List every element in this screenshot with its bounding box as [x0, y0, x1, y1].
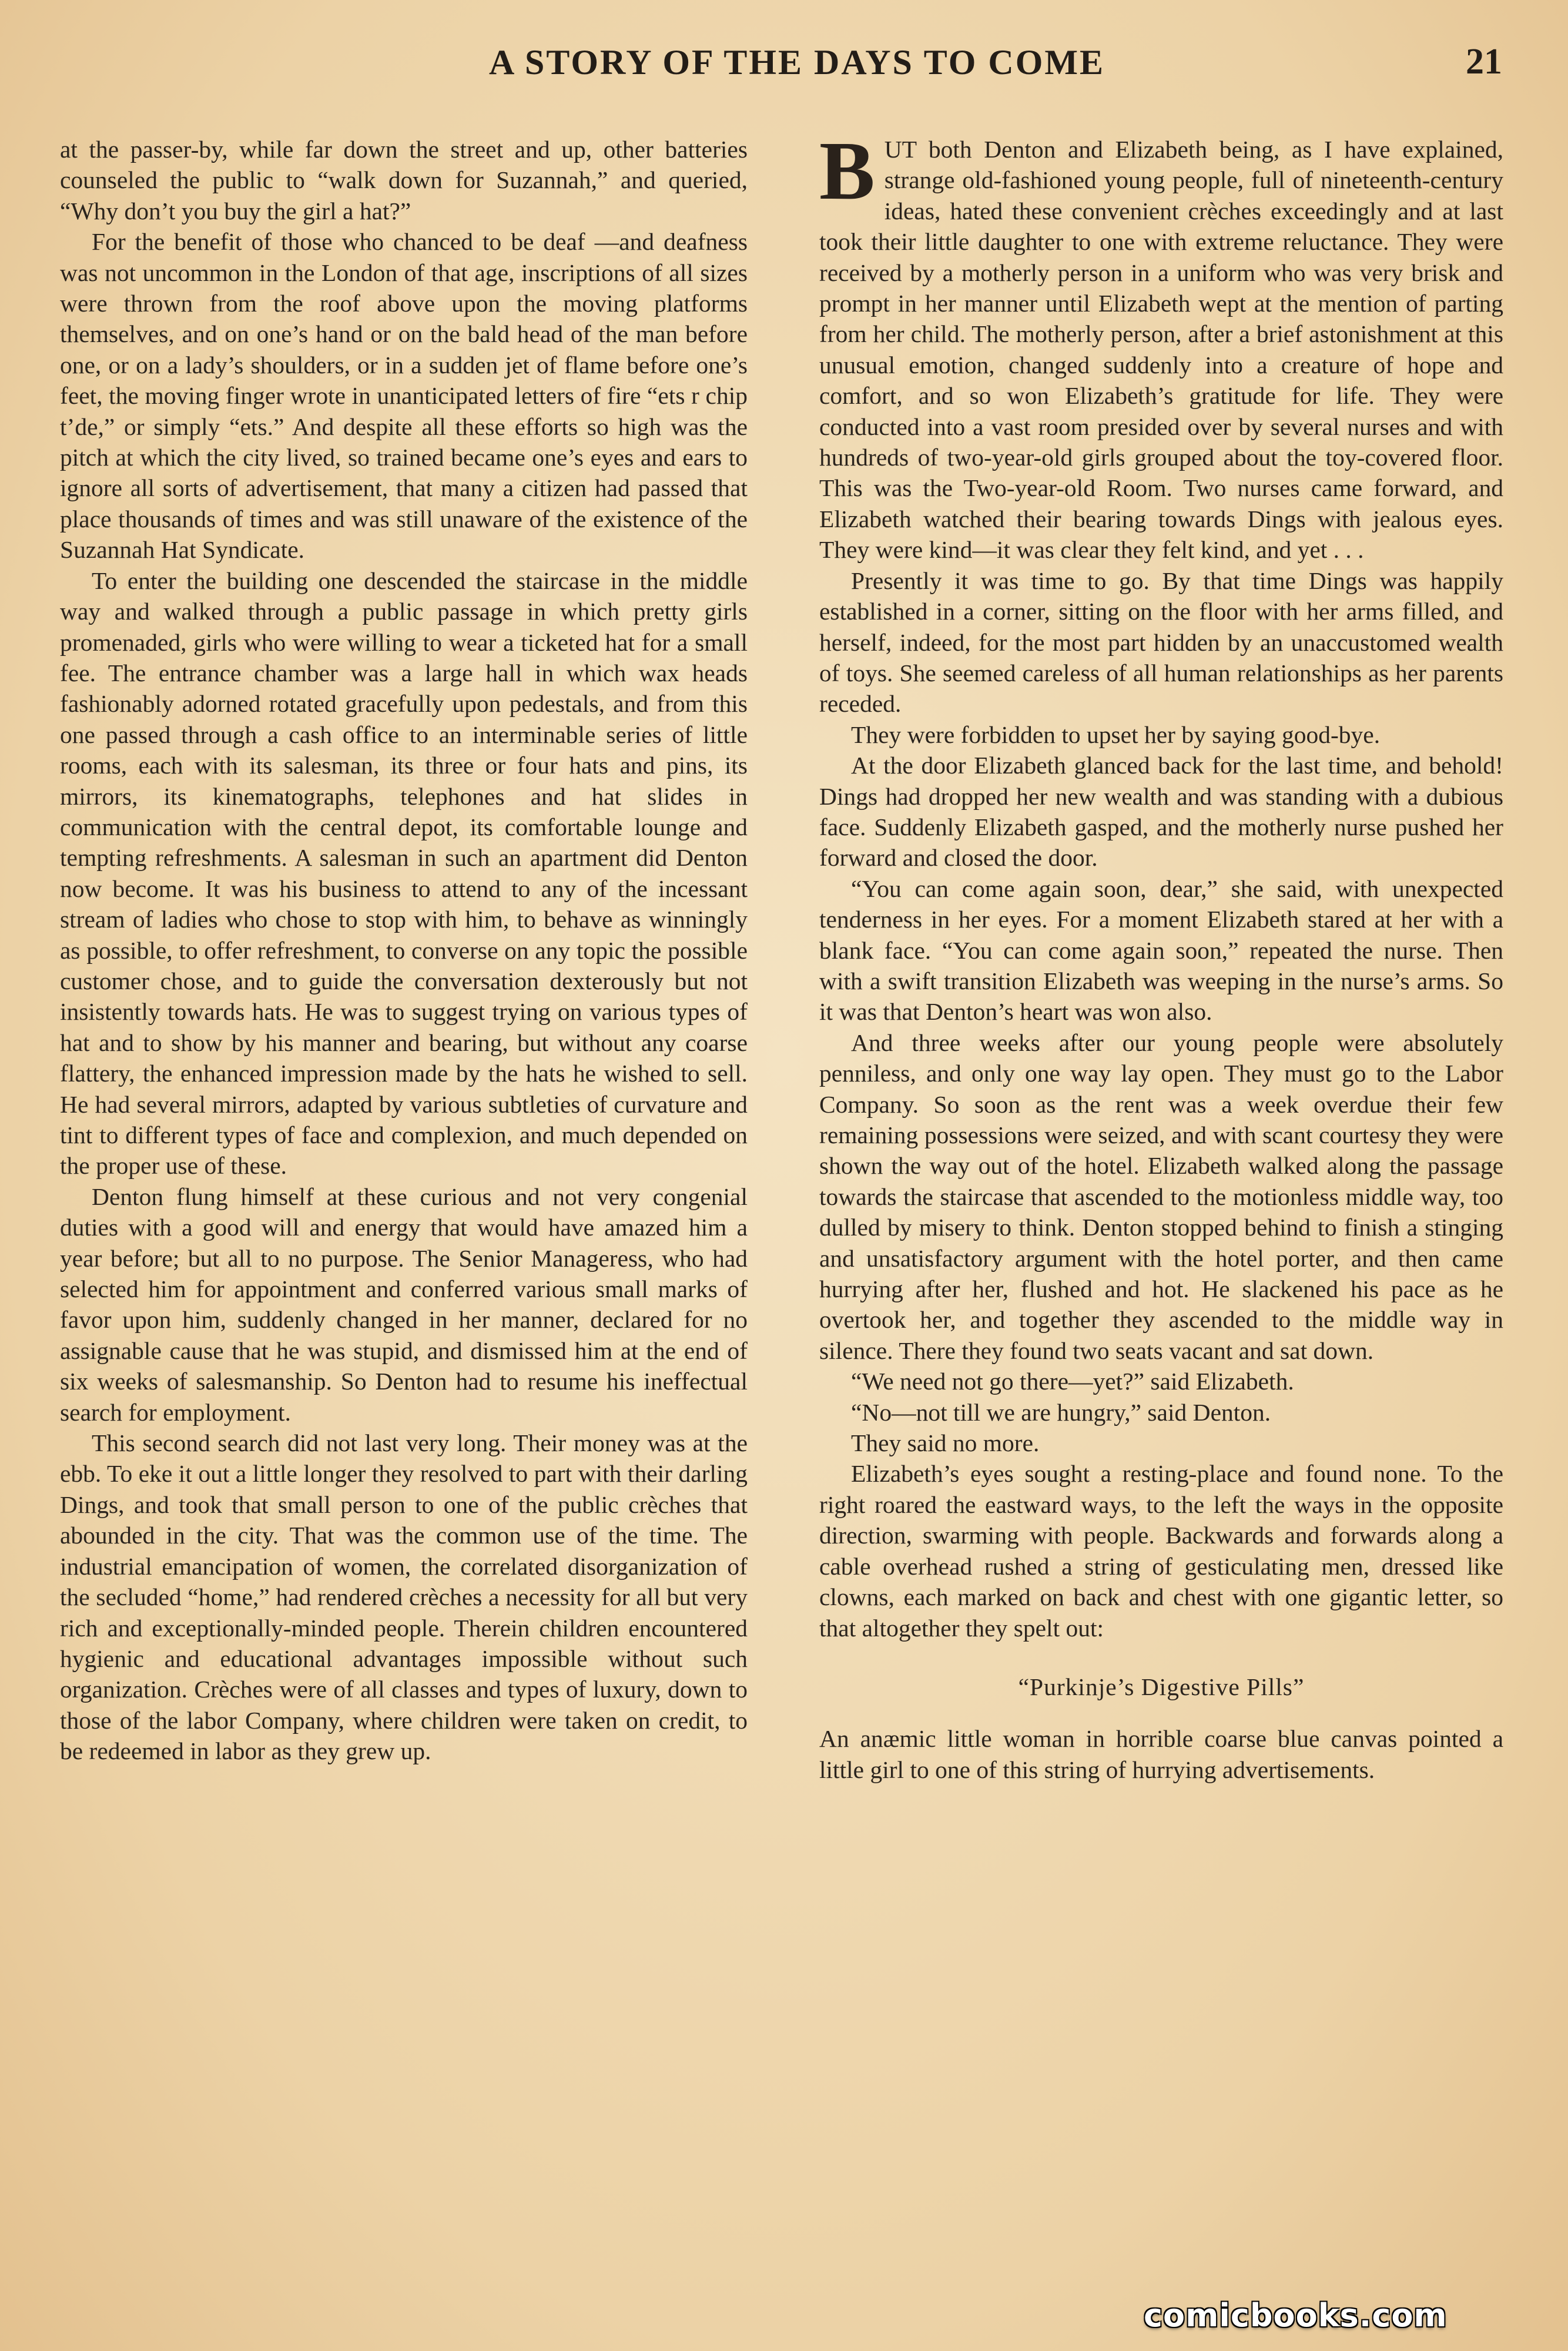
- paragraph: And three weeks after our young people were absolutely penniless, and only one way lay open. They must go to the Labor Company. So soon as the rent was a week overdue their few remaining possessions were seized, and with scant courtesy they were shown the way out of the hotel. Elizabeth walked along the passage towards the staircase that ascended to the motionless middle way, too dulled by misery to think. Denton stopped behind to finish a stinging and unsatisfactory argument with the hotel porter, and then came hurrying after her, flushed and hot. He slackened his pace as he overtook her, and together they ascended to the middle way in silence. There they found two seats vacant and sat down.: [819, 1029, 1503, 1364]
- advertisement-slogan: “Purkinje’s Digestive Pills”: [1018, 1673, 1305, 1700]
- drop-cap: B: [819, 124, 875, 217]
- paragraph: At the door Elizabeth glanced back for the last time, and behold! Dings had dropped her new wealth and was standing with a dubious face. Suddenly Elizabeth gasped, and the motherly nurse pushed her forward and closed the door.: [819, 752, 1503, 872]
- right-text-column: [819, 124, 1503, 1785]
- paragraph: For the benefit of those who chanced to be deaf —and deafness was not uncommon in the London of that age, inscriptions of all sizes were thrown from the roof above upon the moving platforms themselves, and on one’s hand or on the bald head of the man before one, or on a lady’s shoulders, or in a sudden jet of flame before one’s feet, the moving finger wrote in unanticipated letters of fire “ets r chip t’de,” or simply “ets.” And despite all these efforts so high was the pitch at which the city lived, so trained became one’s eyes and ears to ignore all sorts of advertisement, that many a citizen had passed that place thousands of times and was still unaware of the existence of the Suzannah Hat Syndicate.: [60, 228, 748, 564]
- paragraph: at the passer-by, while far down the street and up, other batteries counseled the public to “walk down for Suzannah,” and queried, “Why don’t you buy the girl a hat?”: [60, 136, 748, 225]
- paragraph: “You can come again soon, dear,” she said, with unexpected tenderness in her eyes. For a moment Elizabeth stared at her with a blank face. “You can come again soon,” repeated the nurse. Then with a swift transition Elizabeth was weeping in the nurse’s arms. So it was that Denton’s heart was won also.: [819, 875, 1503, 1026]
- site-watermark: comicbooks.com: [1144, 2297, 1448, 2334]
- paragraph: This second search did not last very long. Their money was at the ebb. To eke it out a little longer they resolved to part with their darling Dings, and took that small person to one of the public crèches that abounded in the city. That was the common use of the time. The industrial emancipation of women, the correlated disorganization of the secluded “home,” had rendered crèches a necessity for all but very rich and exceptionally-minded people. Therein children encountered hygienic and educational advantages impossible without such organization. Crèches were of all classes and types of luxury, down to those of the labor Company, where children were taken on credit, to be redeemed in labor as they grew up.: [60, 1429, 748, 1765]
- paragraph: “No—not till we are hungry,” said Denton.: [851, 1398, 1271, 1426]
- closing-paragraph: An anæmic little woman in horrible coarse blue canvas pointed a little girl to one of this string of hurrying advertisements.: [819, 1725, 1503, 1783]
- paragraph: “We need not go there—yet?” said Elizabeth.: [851, 1368, 1294, 1395]
- paragraph: They said no more.: [851, 1429, 1040, 1457]
- paragraph: Denton flung himself at these curious and not very congenial duties with a good will and energy that would have amazed him a year before; but all to no purpose. The Senior Manageress, who had selected him for appointment and conferred various small marks of favor upon him, suddenly changed in her manner, declared for no assignable cause that he was stupid, and dismissed him at the end of six weeks of salesmanship. So Denton had to resume his ineffectual search for employment.: [60, 1183, 748, 1426]
- paragraph: Elizabeth’s eyes sought a resting-place and found none. To the right roared the eastward ways, to the left the ways in the opposite direction, swarming with people. Backwards and forwards along a cable overhead rushed a string of gesticulating men, dressed like clowns, each marked on back and chest with one gigantic letter, so that altogether they spelt out:: [819, 1460, 1503, 1642]
- page-number: 21: [1466, 42, 1502, 82]
- section-opening-paragraph: [819, 124, 1503, 565]
- paragraph: They were forbidden to upset her by saying good-bye.: [851, 721, 1381, 748]
- left-text-column: [60, 134, 748, 1767]
- running-header-title: A STORY OF THE DAYS TO COME: [489, 43, 1105, 82]
- paragraph: Presently it was time to go. By that time Dings was happily established in a corner, sitting on the floor with her arms filled, and herself, indeed, for the most part hidden by an unaccustomed wealth of toys. She seemed careless of all human relationships as her parents receded.: [819, 567, 1503, 718]
- paragraph: To enter the building one descended the staircase in the middle way and walked through a public passage in which pretty girls promenaded, girls who were willing to wear a ticketed hat for a small fee. The entrance chamber was a large hall in which wax heads fashionably adorned rotated gracefully upon pedestals, and from this one passed through a cash office to an interminable series of little rooms, each with its salesman, its three or four hats and pins, its mirrors, its kinematographs, telephones and hat slides in communication with the central depot, its comfortable lounge and tempting refreshments. A salesman in such an apartment did Denton now become. It was his business to attend to any of the incessant stream of ladies who chose to stop with him, to behave as winningly as possible, to offer refreshment, to converse on any topic the possible customer chose, and to guide the conversation dexterously but not insistently towards hats. He was to suggest trying on various types of hat and to show by his manner and bearing, but without any coarse flattery, the enhanced impression made by the hats he wished to sell. He had several mirrors, adapted by various subtleties of curvature and tint to different types of face and complexion, and much depended on the proper use of these.: [60, 567, 748, 1180]
- opening-paragraph-text: UT both Denton and Elizabeth being, as I have explained, strange old-fashioned young people, full of nineteenth-century ideas, hated these convenient crèches exceedingly and at last took their little daughter to one with extreme reluctance. They were received by a motherly person in a uniform who was very brisk and prompt in her manner until Elizabeth wept at the mention of parting from her child. The motherly person, after a brief astonishment at this unusual emotion, changed suddenly into a creature of hope and comfort, and so won Elizabeth’s gratitude for life. They were conducted into a vast room presided over by several nurses and with hundreds of two-year-old girls grouped about the toy-covered floor. This was the Two-year-old Room. Two nurses came forward, and Elizabeth watched their bearing towards Dings with jealous eyes. They were kind—it was clear they felt kind, and yet . . .: [819, 136, 1503, 564]
